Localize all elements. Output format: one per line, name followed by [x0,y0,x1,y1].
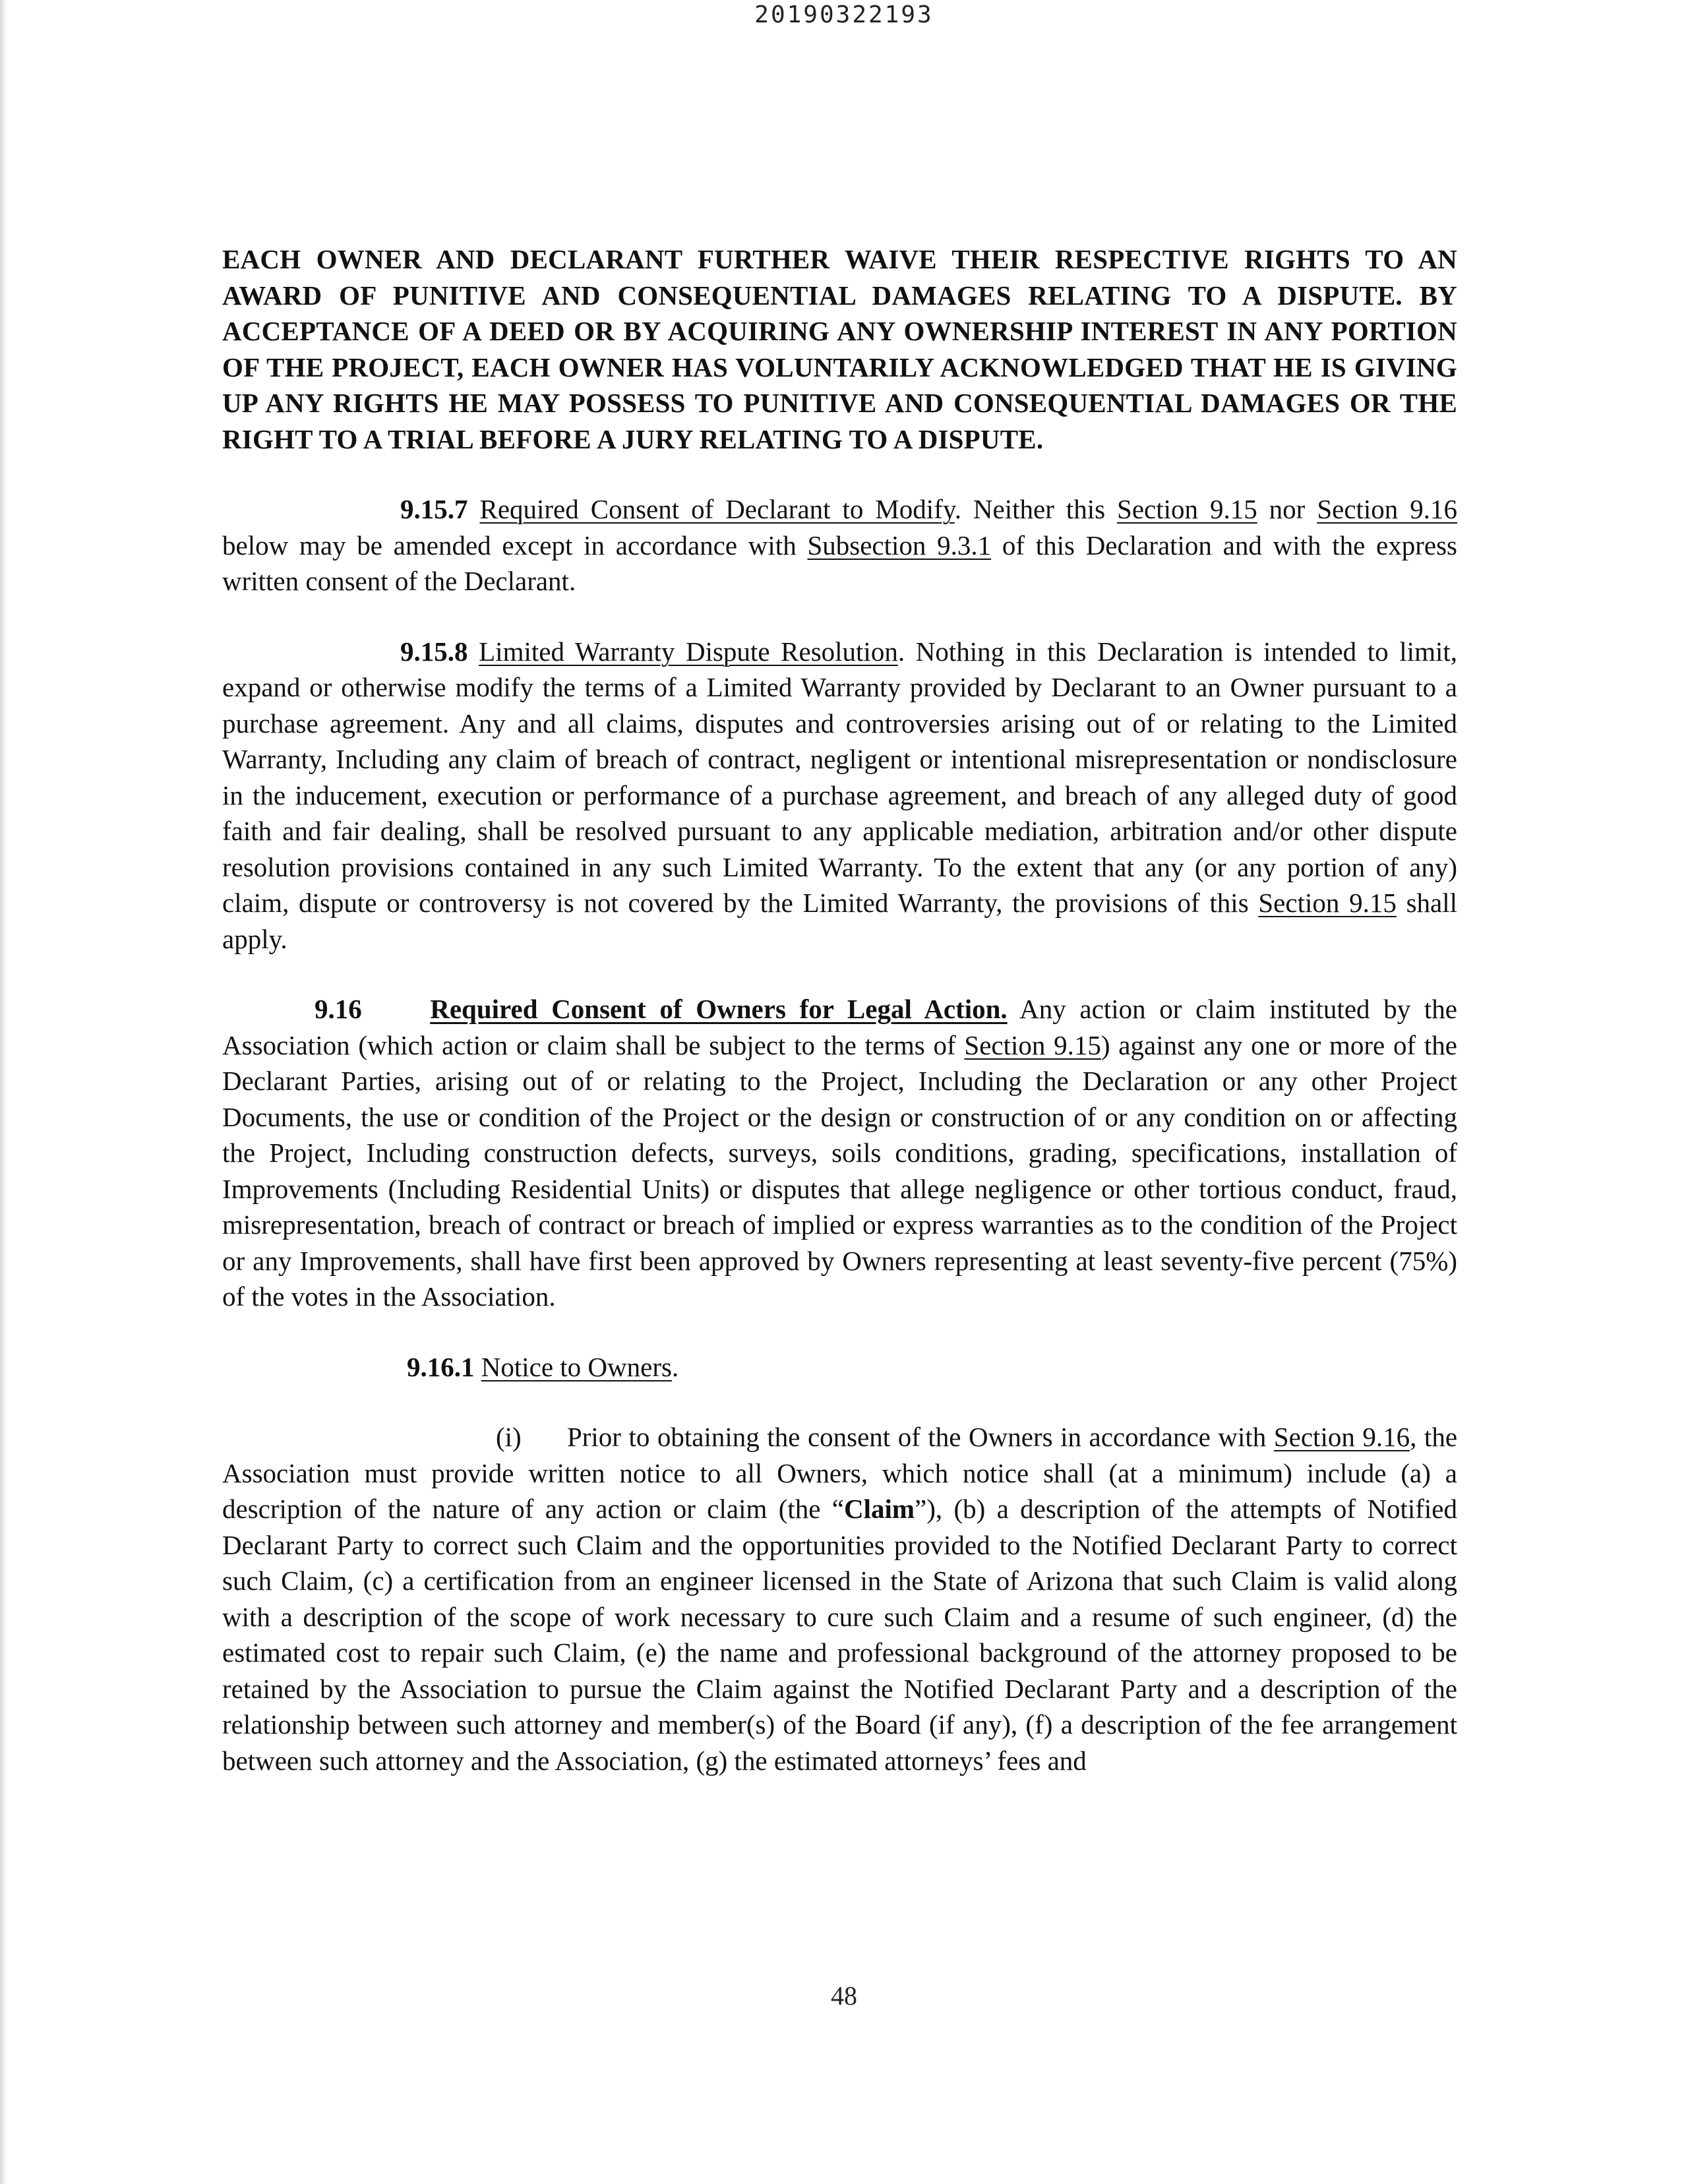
defined-term: Claim [843,1494,915,1524]
section-title: Limited Warranty Dispute Resolution [479,636,898,667]
section-text: shall apply. [222,888,1458,954]
section-number: 9.15.7 [400,494,468,524]
section-9-16 [222,991,1457,1315]
section-title: Notice to Owners [481,1351,672,1382]
section-9-16-1 [222,1349,1457,1385]
section-text: of this Declaration and with the express written consent of the Declarant. [222,530,1457,596]
document-number: 20190322193 [754,1,934,28]
section-reference: Section 9.16 [1273,1422,1410,1452]
section-text: ) against any one or more of the Declarant Parties, arising out of or relating to the Project, Including the Declaration or any other Project Documents, the use or condition of the Project or the design or construction of or any condition on or affecting the Project, Including construction defects, surveys, soils conditions, grading, specifications, installation of Improvements (Including Residential Units) or disputes that allege negligence or other tortious conduct, fraud, misrepresentation, breach of contract or breach of implied or express warranties as to the condition of the Project or any Improvements, shall have first been approved by Owners representing at least seventy-five percent (75%) of the votes in the Association. [222,1029,1457,1312]
section-reference: Section 9.15 [964,1029,1101,1060]
section-text: . Neither this [954,494,1118,524]
section-number: 9.16 [315,994,362,1024]
item-text: Prior to obtaining the consent of the Owners in accordance with [566,1422,1274,1452]
section-text: nor [1257,494,1317,524]
section-text: Any action or claim instituted by the Association (which action or claim shall be subject to the terms of [222,994,1457,1060]
scan-edge [0,0,7,2184]
section-reference: Subsection 9.3.1 [807,530,992,561]
item-label: (i) [496,1422,522,1452]
section-reference: Section 9.15 [1258,888,1397,918]
section-text: . [671,1351,679,1382]
page-number: 48 [831,1981,857,2011]
waiver-paragraph: EACH OWNER AND DECLARANT FURTHER WAIVE THEIR RESPECTIVE RIGHTS TO AN AWARD OF PUNITIVE AND CONSEQUENTIAL DAMAGES RELATING TO A DISPUTE. BY ACCEPTANCE OF A DEED OR BY ACQUIRING ANY OWNERSHIP INTEREST IN ANY PORTION OF THE PROJECT, EACH OWNER HAS VOLUNTARILY ACKNOWLEDGED THAT HE IS GIVING UP ANY RIGHTS HE MAY POSSESS TO PUNITIVE AND CONSEQUENTIAL DAMAGES OR THE RIGHT TO A TRIAL BEFORE A JURY RELATING TO A DISPUTE. [222,244,1457,454]
section-9-15-8 [222,634,1457,957]
section-reference: Section 9.15 [1117,494,1257,524]
section-text: . Nothing in this Declaration is intended to limit, expand or otherwise modify the terms of a Limited Warranty provided by Declarant to an Owner pursuant to a purchase agreement. Any and all claims, disputes and controversies arising out of or relating to the Limited Warranty, Including any claim of breach of contract, negligent or intentional misrepresentation or nondisclosure in the inducement, execution or performance of a purchase agreement, and breach of any alleged duty of good faith and fair dealing, shall be resolved pursuant to any applicable mediation, arbitration and/or other dispute resolution provisions contained in any such Limited Warranty. To the extent that any (or any portion of any) claim, dispute or controversy is not covered by the Limited Warranty, the provisions of this [222,636,1457,918]
item-i [222,1419,1457,1778]
section-title: Required Consent of Declarant to Modify [479,494,955,524]
document-body [222,241,1457,1778]
section-text: below may be amended except in accordance with [222,530,808,561]
section-title: Required Consent of Owners for Legal Action. [430,994,1008,1024]
section-9-15-7 [222,491,1457,599]
section-reference: Section 9.16 [1317,494,1458,524]
item-text: , the Association must provide written notice to all Owners, which notice shall (at a minimum) include (a) a description of the nature of any action or claim (the “ [222,1422,1458,1524]
section-number: 9.15.8 [400,636,468,667]
section-number: 9.16.1 [407,1351,475,1382]
item-text: ”), (b) a description of the attempts of Notified Declarant Party to correct such Claim and the opportunities provided to the Notified Declarant Party to correct such Claim, (c) a certification from an engineer licensed in the State of Arizona that such Claim is valid along with a description of the scope of work necessary to cure such Claim and a resume of such engineer, (d) the estimated cost to repair such Claim, (e) the name and professional background of the attorney proposed to be retained by the Association to pursue the Claim against the Notified Declarant Party and a description of the relationship between such attorney and member(s) of the Board (if any), (f) a description of the fee arrangement between such attorney and the Association, (g) the estimated attorneys’ fees and [222,1494,1457,1776]
